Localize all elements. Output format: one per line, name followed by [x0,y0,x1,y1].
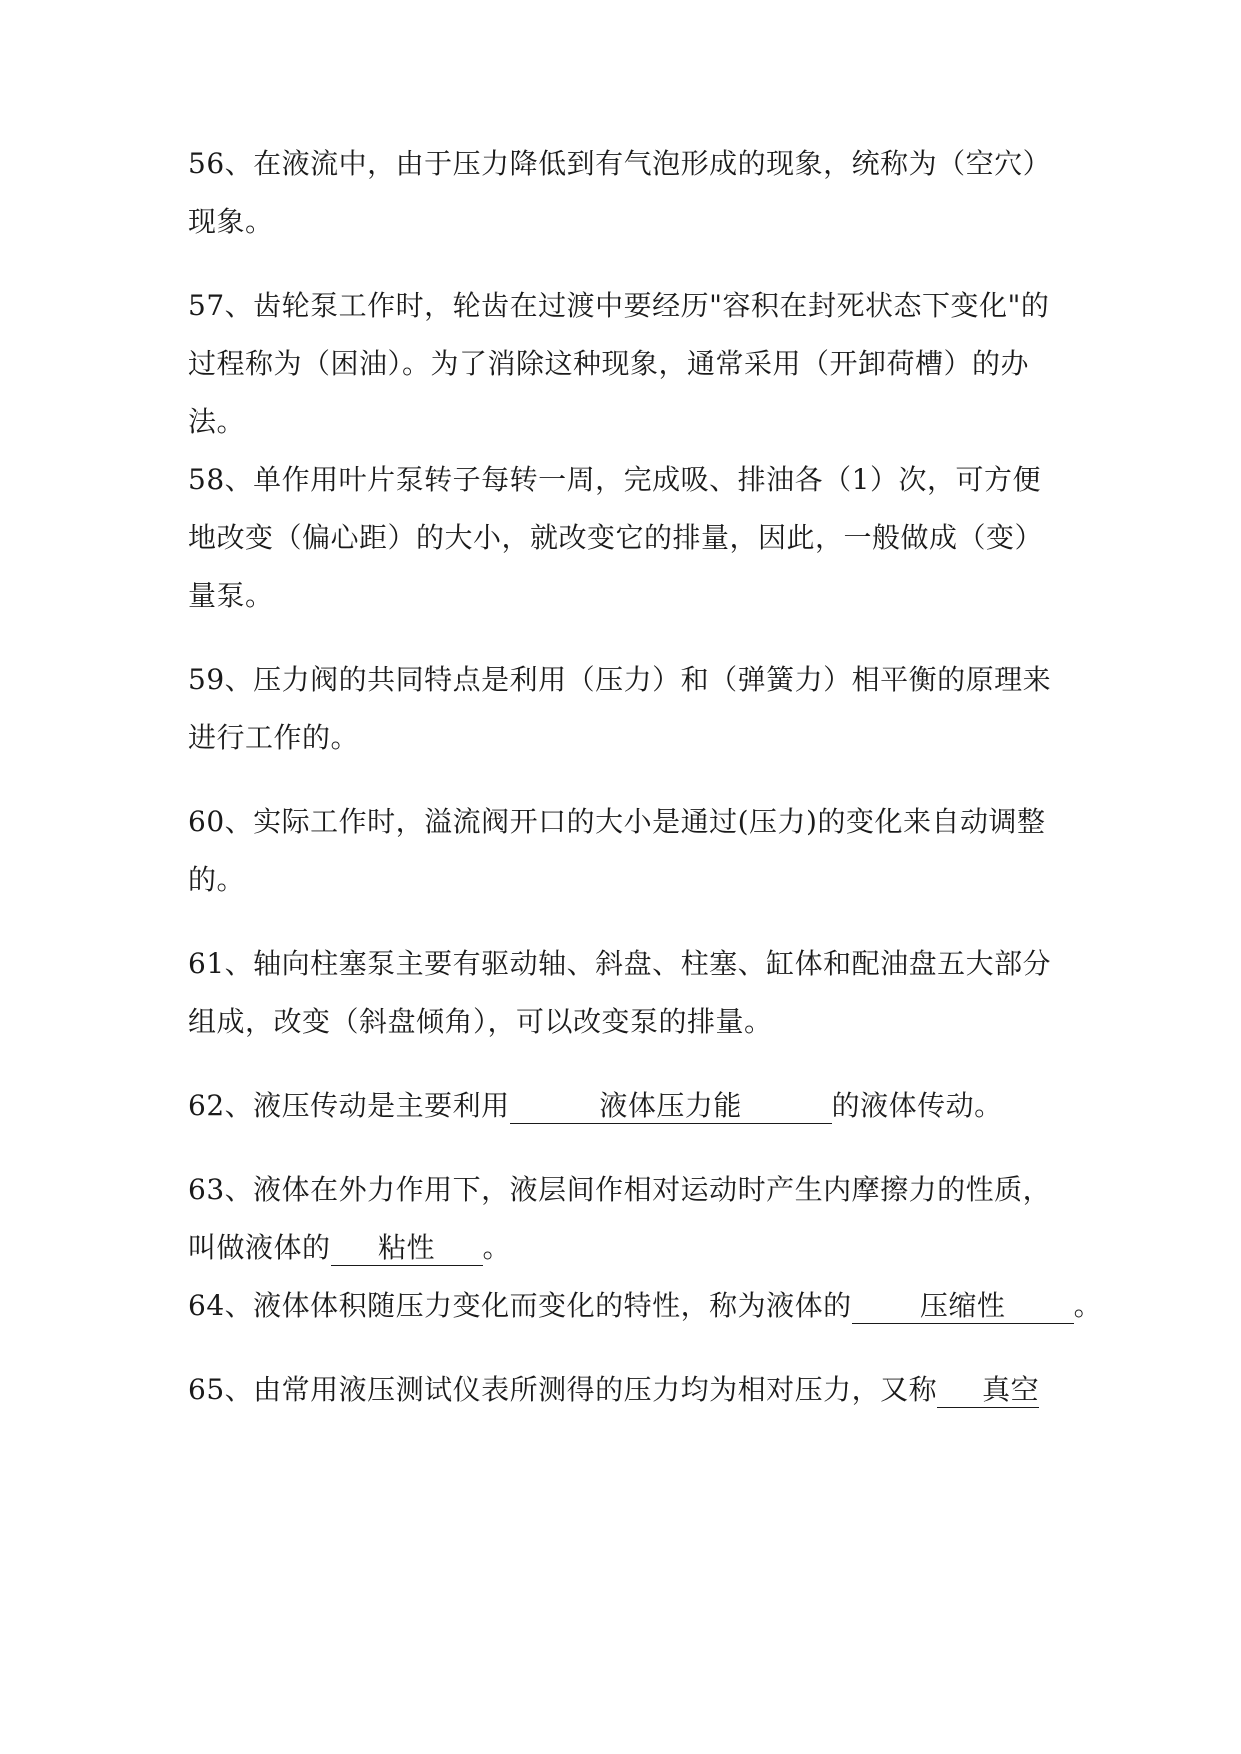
question-63-line-2 [188,1228,511,1268]
question-58-line-3: 量泵。 [188,579,274,612]
question-58-line-1: 58、单作用叶片泵转子每转一周，完成吸、排油各（1）次，可方便 [188,463,1041,496]
question-62-prefix: 62、液压传动是主要利用 [188,1089,510,1122]
question-64-prefix: 64、液体体积随压力变化而变化的特性，称为液体的 [188,1289,852,1322]
question-65-prefix: 65、由常用液压测试仪表所测得的压力均为相对压力，又称 [188,1373,938,1406]
question-57-line-2: 过程称为（困油）。为了消除这种现象，通常采用（开卸荷槽）的办 [188,347,1030,380]
question-64-line [188,1286,1102,1326]
question-61-line-2: 组成，改变（斜盘倾角），可以改变泵的排量。 [188,1005,773,1038]
question-62-line [188,1086,1003,1126]
question-64-suffix: 。 [1073,1289,1103,1322]
question-60-line-2: 的。 [188,863,246,896]
question-57-line-3: 法。 [188,405,246,438]
question-63-answer-blank: 粘性 [331,1231,483,1266]
question-64-answer-blank: 压缩性 [852,1289,1074,1324]
question-65-answer-blank: 真空 [937,1373,1039,1408]
question-56-line-1: 56、在液流中，由于压力降低到有气泡形成的现象，统称为（空穴） [188,147,1052,180]
question-65-line [188,1370,1039,1410]
question-60-line-1: 60、实际工作时，溢流阀开口的大小是通过(压力)的变化来自动调整 [188,805,1046,838]
question-63-suffix: 。 [482,1231,512,1264]
question-59-line-2: 进行工作的。 [188,721,360,754]
question-57-line-1: 57、齿轮泵工作时，轮齿在过渡中要经历"容积在封死状态下变化"的 [188,289,1050,322]
question-63-line-1: 63、液体在外力作用下，液层间作相对运动时产生内摩擦力的性质， [188,1173,1052,1206]
question-63-prefix: 叫做液体的 [188,1231,331,1264]
question-62-answer-blank: 液体压力能 [510,1089,832,1124]
question-59-line-1: 59、压力阀的共同特点是利用（压力）和（弹簧力）相平衡的原理来 [188,663,1052,696]
question-61-line-1: 61、轴向柱塞泵主要有驱动轴、斜盘、柱塞、缸体和配油盘五大部分 [188,947,1052,980]
question-56-line-2: 现象。 [188,205,274,238]
question-58-line-2: 地改变（偏心距）的大小，就改变它的排量，因此，一般做成（变） [188,521,1044,554]
question-62-suffix: 的液体传动。 [831,1089,1003,1122]
